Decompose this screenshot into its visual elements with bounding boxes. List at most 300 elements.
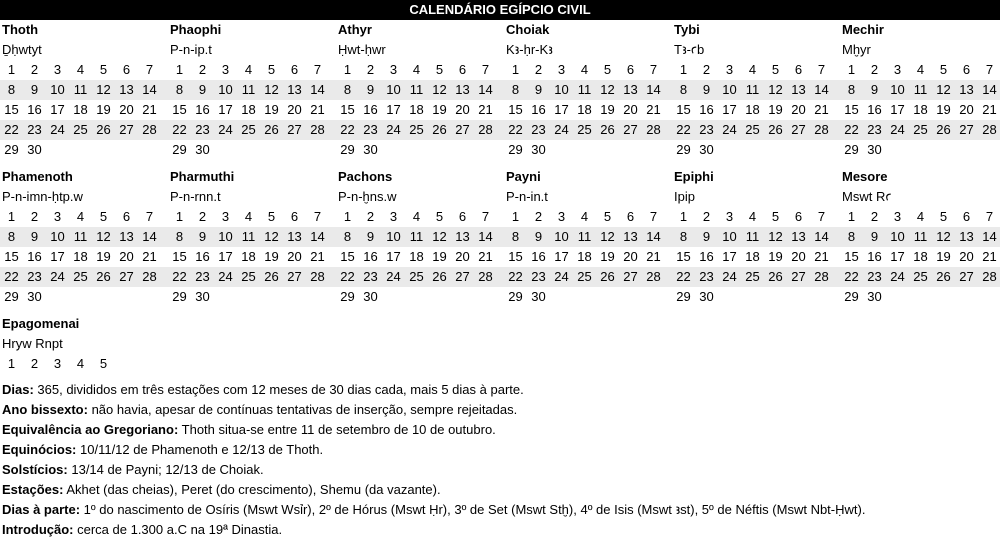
- month-egyptian-name: Ḥwt-ḥwr: [338, 42, 386, 57]
- day-cell: 8: [175, 229, 184, 244]
- day-cell: 27: [623, 269, 638, 284]
- day-cell: 5: [603, 62, 612, 77]
- day-cell: 30: [867, 142, 882, 157]
- day-cell: 30: [195, 289, 210, 304]
- week-row: [168, 287, 336, 307]
- day-cell: 23: [27, 269, 42, 284]
- month-egyptian-name: P-n-imn-ḥtp.w: [2, 189, 83, 204]
- week-row: [168, 247, 336, 267]
- note-line: [2, 460, 992, 480]
- day-cell: 15: [4, 102, 19, 117]
- day-cell: 12: [600, 229, 615, 244]
- day-cell: 14: [478, 229, 493, 244]
- day-cell: 15: [844, 102, 859, 117]
- day-cell: 23: [363, 269, 378, 284]
- day-cell: 3: [389, 209, 398, 224]
- note-text: cerca de 1.300 a.C na 19ª Dinastia.: [73, 522, 283, 537]
- day-cell: 13: [791, 82, 806, 97]
- day-cell: 29: [172, 142, 187, 157]
- day-cell: 17: [554, 102, 569, 117]
- day-cell: 2: [198, 209, 207, 224]
- day-cell: 26: [768, 122, 783, 137]
- day-cell: 3: [725, 209, 734, 224]
- day-cell: 28: [646, 269, 661, 284]
- day-cell: 6: [794, 209, 803, 224]
- day-cell: 26: [96, 269, 111, 284]
- day-cell: 26: [936, 269, 951, 284]
- day-cell: 20: [287, 249, 302, 264]
- day-cell: 23: [195, 122, 210, 137]
- day-cell: 3: [53, 356, 62, 371]
- note-text: 13/14 de Payni; 12/13 de Choiak.: [67, 462, 264, 477]
- day-cell: 8: [7, 229, 16, 244]
- month-egyptian-name: P-n-in.t: [506, 189, 548, 204]
- day-cell: 22: [340, 122, 355, 137]
- week-row: [336, 207, 504, 227]
- day-cell: 21: [142, 102, 157, 117]
- day-cell: 28: [478, 269, 493, 284]
- day-cell: 29: [4, 142, 19, 157]
- day-cell: 27: [287, 269, 302, 284]
- day-cell: 9: [198, 229, 207, 244]
- day-cell: 15: [844, 249, 859, 264]
- day-cell: 26: [936, 122, 951, 137]
- day-cell: 30: [195, 142, 210, 157]
- week-row: [840, 227, 1000, 247]
- day-cell: 6: [962, 62, 971, 77]
- week-row: [336, 120, 504, 140]
- day-cell: 23: [531, 269, 546, 284]
- day-cell: 2: [30, 209, 39, 224]
- day-cell: 14: [646, 229, 661, 244]
- day-cell: 4: [580, 209, 589, 224]
- day-cell: 27: [455, 122, 470, 137]
- week-row: [672, 60, 840, 80]
- week-row: [336, 80, 504, 100]
- month-name: Mesore: [842, 169, 888, 184]
- day-cell: 26: [264, 122, 279, 137]
- day-cell: 8: [847, 82, 856, 97]
- day-cell: 4: [76, 209, 85, 224]
- day-cell: 4: [412, 62, 421, 77]
- day-cell: 10: [554, 229, 569, 244]
- month-name: Tybi: [674, 22, 700, 37]
- day-cell: 13: [623, 229, 638, 244]
- day-cell: 17: [218, 249, 233, 264]
- day-cell: 6: [122, 62, 131, 77]
- day-cell: 15: [172, 249, 187, 264]
- day-cell: 21: [982, 102, 997, 117]
- week-row: [504, 140, 672, 160]
- note-label: Estações:: [2, 482, 64, 497]
- day-cell: 2: [534, 209, 543, 224]
- day-cell: 24: [218, 122, 233, 137]
- day-cell: 3: [893, 209, 902, 224]
- day-cell: 20: [455, 102, 470, 117]
- day-cell: 20: [959, 102, 974, 117]
- day-cell: 10: [50, 229, 65, 244]
- day-cell: 5: [771, 209, 780, 224]
- day-cell: 17: [50, 249, 65, 264]
- day-cell: 4: [748, 62, 757, 77]
- day-cell: 4: [244, 62, 253, 77]
- note-text: Thoth situa-se entre 11 de setembro de 10 de outubro.: [178, 422, 496, 437]
- day-cell: 21: [478, 249, 493, 264]
- day-cell: 4: [412, 209, 421, 224]
- day-cell: 2: [366, 209, 375, 224]
- day-cell: 9: [702, 229, 711, 244]
- day-cell: 25: [577, 122, 592, 137]
- day-cell: 15: [508, 249, 523, 264]
- day-cell: 15: [172, 102, 187, 117]
- day-cell: 6: [290, 209, 299, 224]
- day-cell: 25: [913, 269, 928, 284]
- day-cell: 18: [73, 249, 88, 264]
- note-label: Dias:: [2, 382, 34, 397]
- day-cell: 28: [646, 122, 661, 137]
- day-cell: 6: [626, 62, 635, 77]
- day-cell: 12: [936, 229, 951, 244]
- month-name: Pharmuthi: [170, 169, 235, 184]
- day-cell: 5: [603, 209, 612, 224]
- day-cell: 27: [119, 122, 134, 137]
- day-cell: 3: [53, 209, 62, 224]
- note-label: Equivalência ao Gregoriano:: [2, 422, 179, 437]
- day-cell: 6: [626, 209, 635, 224]
- day-cell: 12: [96, 229, 111, 244]
- day-cell: 6: [290, 62, 299, 77]
- day-cell: 25: [241, 269, 256, 284]
- month-block: [336, 20, 504, 160]
- week-row: [672, 140, 840, 160]
- day-cell: 15: [340, 249, 355, 264]
- day-cell: 14: [982, 82, 997, 97]
- day-cell: 9: [30, 229, 39, 244]
- day-cell: 26: [600, 269, 615, 284]
- day-cell: 22: [340, 269, 355, 284]
- day-cell: 24: [386, 269, 401, 284]
- day-cell: 12: [432, 229, 447, 244]
- day-cell: 30: [699, 142, 714, 157]
- day-cell: 19: [96, 102, 111, 117]
- month-name: Choiak: [506, 22, 550, 37]
- day-cell: 26: [96, 122, 111, 137]
- day-cell: 17: [386, 249, 401, 264]
- day-cell: 25: [409, 269, 424, 284]
- day-cell: 30: [867, 289, 882, 304]
- day-cell: 17: [890, 102, 905, 117]
- week-row: [840, 60, 1000, 80]
- week-row: [0, 120, 168, 140]
- day-cell: 2: [198, 62, 207, 77]
- day-cell: 26: [264, 269, 279, 284]
- day-cell: 17: [50, 102, 65, 117]
- month-egyptian-name: Hryw Rnpt: [2, 336, 63, 351]
- week-row: [504, 80, 672, 100]
- month-block: [168, 20, 336, 160]
- day-cell: 29: [508, 289, 523, 304]
- note-text: Akhet (das cheias), Peret (do crescimento), Shemu (da vazante).: [63, 482, 441, 497]
- day-cell: 1: [679, 62, 688, 77]
- day-cell: 21: [814, 102, 829, 117]
- day-cell: 26: [432, 269, 447, 284]
- day-cell: 7: [313, 209, 322, 224]
- day-cell: 22: [844, 122, 859, 137]
- day-cell: 12: [600, 82, 615, 97]
- day-cell: 6: [794, 62, 803, 77]
- week-row: [840, 247, 1000, 267]
- day-cell: 13: [455, 82, 470, 97]
- day-cell: 1: [7, 209, 16, 224]
- day-cell: 30: [699, 289, 714, 304]
- day-cell: 2: [870, 62, 879, 77]
- day-cell: 27: [959, 122, 974, 137]
- week-row: [0, 247, 168, 267]
- day-cell: 11: [409, 82, 424, 97]
- week-row: [504, 267, 672, 287]
- month-block: [504, 167, 672, 307]
- week-row: [0, 227, 168, 247]
- week-row: [672, 227, 840, 247]
- month-name: Phaophi: [170, 22, 222, 37]
- day-cell: 15: [508, 102, 523, 117]
- day-cell: 10: [386, 229, 401, 244]
- day-cell: 29: [172, 289, 187, 304]
- week-row: [840, 287, 1000, 307]
- day-cell: 11: [241, 82, 256, 97]
- day-cell: 21: [646, 102, 661, 117]
- day-cell: 7: [649, 62, 658, 77]
- day-cell: 18: [577, 249, 592, 264]
- day-cell: 26: [432, 122, 447, 137]
- day-cell: 21: [982, 249, 997, 264]
- day-cell: 12: [936, 82, 951, 97]
- day-cell: 5: [267, 62, 276, 77]
- day-cell: 3: [725, 62, 734, 77]
- day-cell: 9: [366, 229, 375, 244]
- day-cell: 8: [847, 229, 856, 244]
- day-cell: 4: [916, 209, 925, 224]
- month-block: [0, 314, 168, 374]
- day-cell: 26: [768, 269, 783, 284]
- week-row: [336, 100, 504, 120]
- day-cell: 11: [577, 229, 592, 244]
- month-block: [336, 167, 504, 307]
- day-cell: 16: [699, 102, 714, 117]
- day-cell: 30: [27, 142, 42, 157]
- day-cell: 21: [310, 102, 325, 117]
- day-cell: 19: [432, 102, 447, 117]
- day-cell: 5: [99, 209, 108, 224]
- week-row: [336, 287, 504, 307]
- day-cell: 5: [99, 356, 108, 371]
- week-row: [168, 227, 336, 247]
- day-cell: 24: [50, 122, 65, 137]
- day-cell: 6: [962, 209, 971, 224]
- day-cell: 7: [145, 209, 154, 224]
- week-row: [168, 267, 336, 287]
- day-cell: 18: [913, 102, 928, 117]
- day-cell: 8: [679, 229, 688, 244]
- week-row: [0, 80, 168, 100]
- day-cell: 22: [844, 269, 859, 284]
- day-cell: 9: [366, 82, 375, 97]
- week-row: [0, 207, 168, 227]
- day-cell: 18: [745, 102, 760, 117]
- day-cell: 24: [554, 122, 569, 137]
- week-row: [336, 247, 504, 267]
- month-egyptian-name: Ḏḥwtyt: [2, 42, 42, 57]
- day-cell: 2: [870, 209, 879, 224]
- day-cell: 20: [119, 102, 134, 117]
- day-cell: 9: [534, 229, 543, 244]
- day-cell: 13: [959, 229, 974, 244]
- day-cell: 17: [722, 102, 737, 117]
- day-cell: 22: [508, 269, 523, 284]
- day-cell: 16: [195, 249, 210, 264]
- day-cell: 15: [340, 102, 355, 117]
- day-cell: 3: [389, 62, 398, 77]
- day-cell: 27: [119, 269, 134, 284]
- day-cell: 5: [267, 209, 276, 224]
- note-line: [2, 420, 992, 440]
- day-cell: 1: [511, 62, 520, 77]
- note-text: não havia, apesar de contínuas tentativas de inserção, sempre rejeitadas.: [87, 402, 518, 417]
- day-cell: 5: [939, 209, 948, 224]
- week-row: [504, 247, 672, 267]
- day-cell: 4: [76, 356, 85, 371]
- day-cell: 10: [722, 82, 737, 97]
- week-row: [0, 267, 168, 287]
- month-block: [840, 20, 1000, 160]
- day-cell: 30: [363, 142, 378, 157]
- day-cell: 24: [722, 269, 737, 284]
- day-cell: 27: [791, 122, 806, 137]
- day-cell: 27: [623, 122, 638, 137]
- day-cell: 11: [913, 82, 928, 97]
- day-cell: 14: [310, 82, 325, 97]
- day-cell: 11: [241, 229, 256, 244]
- day-cell: 2: [702, 62, 711, 77]
- day-cell: 26: [600, 122, 615, 137]
- day-cell: 8: [511, 82, 520, 97]
- day-cell: 1: [175, 62, 184, 77]
- note-text: 10/11/12 de Phamenoth e 12/13 de Thoth.: [76, 442, 324, 457]
- month-egyptian-name: Kꜣ-ḥr-Kꜣ: [506, 42, 553, 57]
- day-cell: 19: [936, 249, 951, 264]
- day-cell: 11: [409, 229, 424, 244]
- note-line: [2, 520, 992, 540]
- day-cell: 15: [4, 249, 19, 264]
- day-cell: 13: [959, 82, 974, 97]
- day-cell: 14: [646, 82, 661, 97]
- day-cell: 3: [221, 209, 230, 224]
- day-cell: 20: [959, 249, 974, 264]
- week-row: [840, 267, 1000, 287]
- day-cell: 23: [27, 122, 42, 137]
- day-cell: 21: [310, 249, 325, 264]
- day-cell: 30: [531, 142, 546, 157]
- day-cell: 1: [343, 62, 352, 77]
- day-cell: 28: [142, 269, 157, 284]
- day-cell: 5: [771, 62, 780, 77]
- day-cell: 12: [264, 229, 279, 244]
- day-cell: 22: [172, 269, 187, 284]
- week-row: [168, 207, 336, 227]
- note-label: Equinócios:: [2, 442, 77, 457]
- day-cell: 21: [142, 249, 157, 264]
- day-cell: 17: [218, 102, 233, 117]
- day-cell: 11: [745, 82, 760, 97]
- day-cell: 6: [122, 209, 131, 224]
- day-cell: 16: [363, 102, 378, 117]
- day-cell: 25: [745, 122, 760, 137]
- day-cell: 8: [7, 82, 16, 97]
- month-block: [168, 167, 336, 307]
- day-cell: 23: [699, 269, 714, 284]
- day-cell: 7: [985, 209, 994, 224]
- day-cell: 7: [817, 62, 826, 77]
- day-cell: 3: [557, 62, 566, 77]
- day-cell: 24: [50, 269, 65, 284]
- day-cell: 22: [508, 122, 523, 137]
- day-cell: 2: [30, 356, 39, 371]
- day-cell: 11: [745, 229, 760, 244]
- week-row: [672, 267, 840, 287]
- day-cell: 16: [699, 249, 714, 264]
- day-cell: 1: [679, 209, 688, 224]
- day-cell: 12: [432, 82, 447, 97]
- month-block: [0, 167, 168, 307]
- month-name: Phamenoth: [2, 169, 73, 184]
- day-cell: 22: [4, 269, 19, 284]
- day-cell: 20: [791, 102, 806, 117]
- day-cell: 1: [343, 209, 352, 224]
- day-cell: 20: [455, 249, 470, 264]
- day-cell: 16: [531, 102, 546, 117]
- week-row: [672, 120, 840, 140]
- day-cell: 7: [481, 209, 490, 224]
- month-egyptian-name: Tꜣ-ꜥb: [674, 42, 705, 57]
- day-cell: 18: [241, 249, 256, 264]
- day-cell: 9: [870, 82, 879, 97]
- day-cell: 4: [244, 209, 253, 224]
- day-cell: 12: [96, 82, 111, 97]
- day-cell: 27: [791, 269, 806, 284]
- day-cell: 28: [982, 269, 997, 284]
- day-cell: 4: [580, 62, 589, 77]
- day-cell: 12: [264, 82, 279, 97]
- day-cell: 8: [343, 82, 352, 97]
- week-row: [504, 60, 672, 80]
- day-cell: 18: [241, 102, 256, 117]
- day-cell: 19: [96, 249, 111, 264]
- day-cell: 16: [531, 249, 546, 264]
- day-cell: 23: [195, 269, 210, 284]
- day-cell: 16: [867, 249, 882, 264]
- day-cell: 13: [791, 229, 806, 244]
- day-cell: 28: [478, 122, 493, 137]
- day-cell: 18: [409, 249, 424, 264]
- day-cell: 27: [959, 269, 974, 284]
- day-cell: 6: [458, 209, 467, 224]
- note-line: [2, 500, 992, 520]
- day-cell: 28: [142, 122, 157, 137]
- day-cell: 10: [386, 82, 401, 97]
- day-cell: 17: [386, 102, 401, 117]
- day-cell: 14: [142, 229, 157, 244]
- day-cell: 21: [478, 102, 493, 117]
